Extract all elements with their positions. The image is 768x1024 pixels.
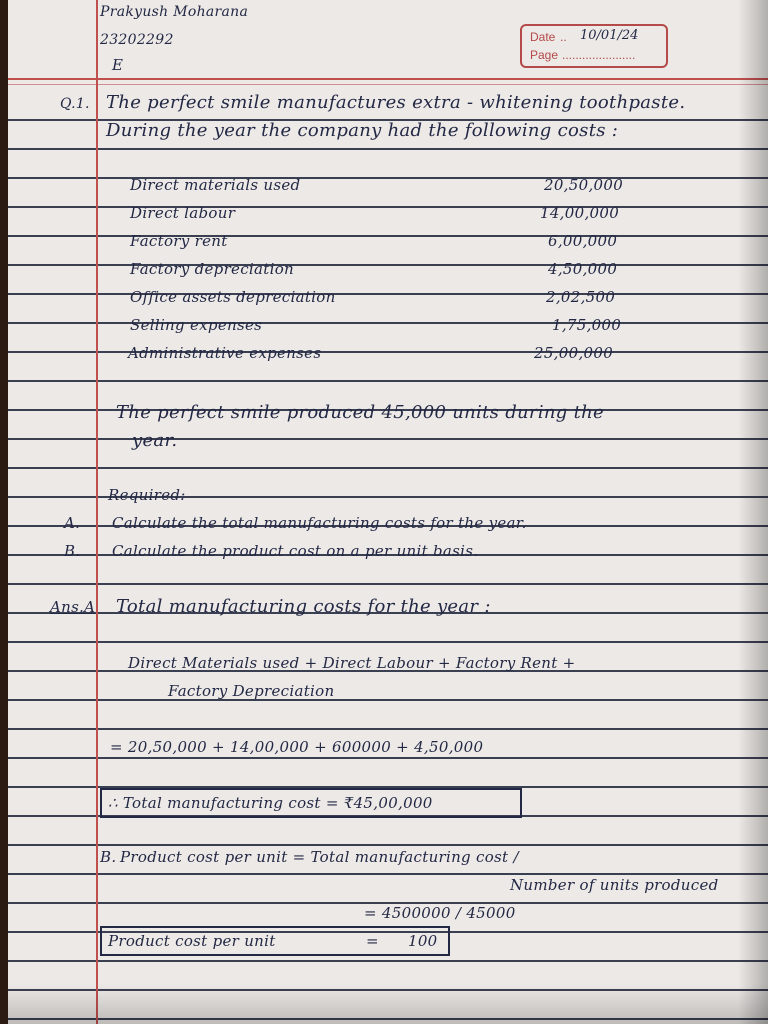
header-rule <box>8 78 768 80</box>
cost-value-factory-rent: 6,00,000 <box>548 232 618 250</box>
cost-label-administrative-expenses: Administrative expenses <box>128 344 322 362</box>
answer-b-marker: B. <box>100 848 117 866</box>
answer-a-formula-2: Factory Depreciation <box>168 682 335 700</box>
cost-value-administrative-expenses: 25,00,000 <box>534 344 614 362</box>
date-value: 10/01/24 <box>580 28 639 43</box>
cost-value-office-assets-depreciation: 2,02,500 <box>546 288 616 306</box>
cost-label-office-assets-depreciation: Office assets depreciation <box>130 288 336 306</box>
required-a-text: Calculate the total manufacturing costs for the year. <box>112 514 527 532</box>
date-dots: .. <box>560 30 567 44</box>
answer-b-result-label: Product cost per unit <box>108 932 276 950</box>
production-line-2: year. <box>132 430 178 451</box>
answer-a-result-box <box>100 788 522 818</box>
required-b-text: Calculate the product cost on a per unit basis. <box>112 542 479 560</box>
page-shadow-bottom <box>8 984 768 1024</box>
answer-b-result-equals: = <box>366 932 379 950</box>
cost-label-factory-depreciation: Factory depreciation <box>130 260 294 278</box>
production-line-1: The perfect smile produced 45,000 units during the <box>116 402 604 423</box>
page-dots: ...................... <box>562 48 636 62</box>
answer-b-result-value: 100 <box>408 932 438 950</box>
answer-a-result: ∴ Total manufacturing cost = ₹45,00,000 <box>108 794 433 812</box>
date-page-box <box>520 24 668 68</box>
answer-b-line-2: Number of units produced <box>510 876 719 894</box>
header-rule-secondary <box>8 84 768 85</box>
cost-label-factory-rent: Factory rent <box>130 232 228 250</box>
question-line-2: During the year the company had the following costs : <box>106 120 619 141</box>
answer-b-line-1: Product cost per unit = Total manufacturing cost / <box>120 848 519 866</box>
cost-label-direct-labour: Direct labour <box>130 204 236 222</box>
date-label: Date <box>530 30 556 44</box>
page-shadow-right <box>738 0 768 1024</box>
notebook-page <box>8 0 768 1024</box>
answer-b-result-box <box>100 926 450 956</box>
question-number: Q.1. <box>60 96 90 112</box>
answer-a-formula-1: Direct Materials used + Direct Labour + Factory Rent + <box>128 654 576 672</box>
answer-a-heading: Total manufacturing costs for the year : <box>116 596 491 617</box>
student-name: Prakyush Moharana <box>100 4 249 20</box>
margin-line <box>96 0 98 1024</box>
cost-value-selling-expenses: 1,75,000 <box>552 316 622 334</box>
student-section: E <box>112 56 124 74</box>
required-a-marker: A. <box>64 514 81 532</box>
student-roll: 23202292 <box>100 32 174 48</box>
required-heading: Required: <box>108 486 186 504</box>
question-line-1: The perfect smile manufactures extra - whitening toothpaste. <box>106 92 686 113</box>
cost-value-direct-materials: 20,50,000 <box>544 176 624 194</box>
required-b-marker: B. <box>64 542 81 560</box>
answer-b-calculation: = 4500000 / 45000 <box>364 904 516 922</box>
cost-label-direct-materials: Direct materials used <box>130 176 301 194</box>
page-label: Page <box>530 48 559 62</box>
cost-label-selling-expenses: Selling expenses <box>130 316 263 334</box>
cost-value-factory-depreciation: 4,50,000 <box>548 260 618 278</box>
cost-value-direct-labour: 14,00,000 <box>540 204 620 222</box>
answer-a-marker: Ans.A <box>50 598 96 616</box>
answer-a-calculation: = 20,50,000 + 14,00,000 + 600000 + 4,50,000 <box>110 738 484 756</box>
